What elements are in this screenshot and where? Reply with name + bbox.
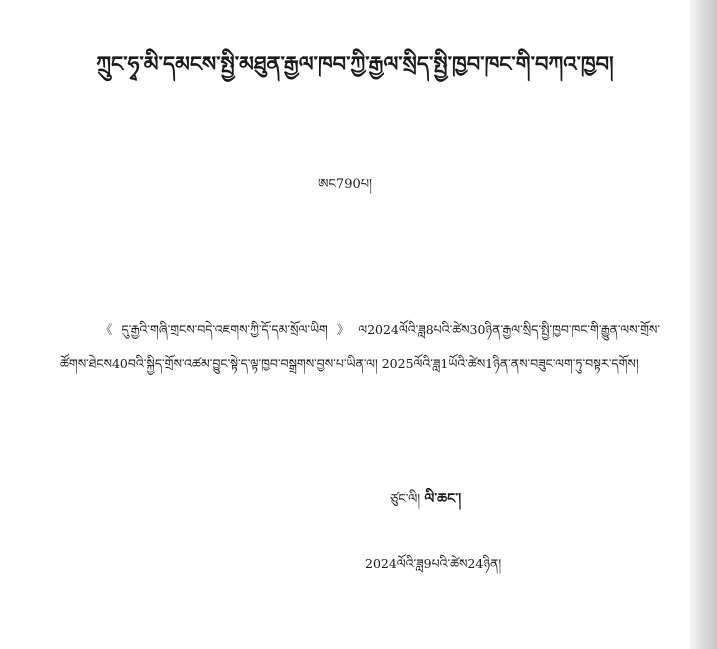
document-number: ཨང790པ།: [318, 177, 372, 192]
document-body: 《དུ་རྒྱའི་གཞི་གྲངས་བདེ་འཇགས་ཀྱི་དོ་དམ་སྲོལ་ཡིག》ལ2024ལོའི་ཟླ8པའི་ཚེས30ཉིན་རྒྱལ་སྲིད་སྤྱི་ཁྱབ་ཁང་གི་རྒྱུན་ལས་གྲོས་ཚོགས་ཐེངས40བའི་སྐྱིད་གྲོས་འཚམ་བྱུང་སྟེ་ད་ལྟ་ཁྱབ་བསྒྲགས་བྱས་པ་ཡིན་ལ། 2025ལོའི་ཟླ1ཡོའི་ཚེས1ཉིན་ནས་བཟུང་ལག་ཏུ་བསྟར་དགོས།: [60, 322, 660, 371]
document-date: 2024ལོའི་ཟླ9པའི་ཚེས24ཉིན།: [365, 556, 502, 571]
signature-label: ཙུང་ལི།: [390, 492, 421, 507]
page-edge-shadow: [690, 0, 717, 649]
signature-block: [390, 487, 461, 512]
document-title: ཀྲུང་ཧྭ་མི་དམངས་སྤྱི་མཐུན་རྒྱལ་ཁབ་ཀྱི་རྒྱལ་སྲིད་སྤྱི་ཁྱབ་ཁང་གི་བཀའ་ཁྱབ།: [96, 51, 614, 76]
signature-name: ལི་ཆང་།: [424, 491, 462, 507]
